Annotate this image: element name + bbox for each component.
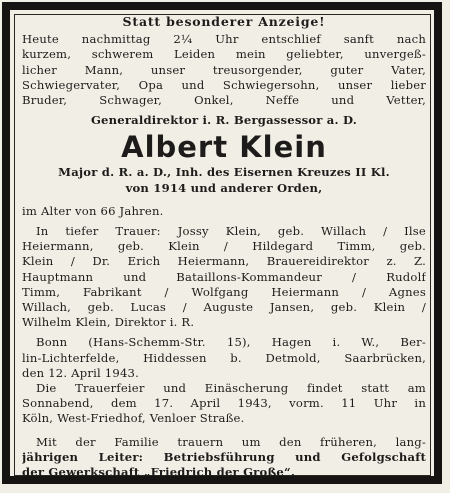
mourners-line: Wilhelm Klein, Direktor i. R. — [22, 315, 195, 330]
deceased-title: Generaldirektor i. R. Bergassessor a. D. — [90, 113, 358, 128]
place-line: den 12. April 1943. — [22, 365, 139, 380]
funeral-line: Sonnabend, dem 17. April 1943, vorm. 11 Uhr in — [22, 396, 426, 411]
intro-line: Schwiegervater, Opa und Schwiegersohn, unser lieber — [22, 77, 426, 92]
place-line: Bonn (Hans-Schemm-Str. 15), Hagen i. W., Ber- — [36, 335, 426, 350]
mourners-line: Willach, geb. Lucas / Auguste Jansen, geb. Klein / — [22, 300, 426, 315]
age-line: im Alter von 66 Jahren. — [22, 203, 164, 218]
company-line: Mit der Familie trauern um den früheren, lang- — [36, 434, 426, 449]
place-line: lin-Lichterfelde, Hiddessen b. Detmold, Saarbrücken, — [22, 350, 426, 365]
mourners-line: Klein / Dr. Erich Heiermann, Brauereidirektor z. Z. — [22, 254, 426, 269]
intro-line: Bruder, Schwager, Onkel, Neffe und Vetter, — [22, 93, 426, 108]
mourners-line: In tiefer Trauer: Jossy Klein, geb. Willach / Ilse — [36, 224, 426, 239]
deceased-name: Albert Klein — [121, 130, 327, 165]
company-line: jährigen Leiter: Betriebsführung und Gefolgschaft — [22, 449, 426, 464]
funeral-line: Köln, West-Friedhof, Venloer Straße. — [22, 411, 245, 426]
intro-line: licher Mann, unser treusorgender, guter Vater, — [22, 62, 426, 77]
intro-line: kurzem, schwerem Leiden mein geliebter, unvergeß- — [22, 47, 426, 62]
company-line: der Gewerkschaft „Friedrich der Große“. — [22, 465, 296, 480]
obituary-notice — [22, 14, 426, 480]
funeral-line: Die Trauerfeier und Einäscherung findet statt am — [36, 381, 426, 396]
rank-line: Major d. R. a. D., Inh. des Eisernen Kreuzes II Kl. — [58, 165, 390, 180]
mourners-line: Timm, Fabrikant / Wolfgang Heiermann / Agnes — [22, 284, 426, 299]
notice-heading: Statt besonderer Anzeige! — [122, 14, 326, 29]
mourners-line: Hauptmann und Bataillons-Kommandeur / Rudolf — [22, 269, 426, 284]
intro-line: Heute nachmittag 2¼ Uhr entschlief sanft nach — [22, 32, 426, 47]
mourners-line: Heiermann, geb. Klein / Hildegard Timm, geb. — [22, 239, 426, 254]
rank-line: von 1914 und anderer Orden, — [125, 180, 323, 195]
